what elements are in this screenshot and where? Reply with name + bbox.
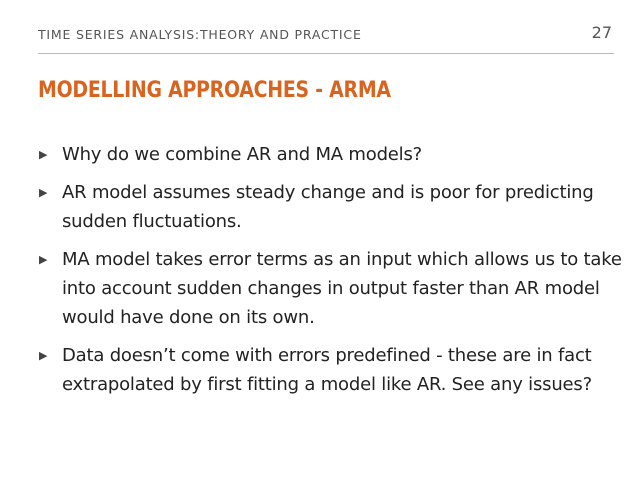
bullet-text: AR model assumes steady change and is poor for predicting sudden fluctuations. [62, 182, 594, 232]
header-divider [38, 53, 614, 54]
bullet-item [38, 178, 628, 236]
bullet-text: MA model takes error terms as an input which allows us to take into account sudden changes in output faster than AR model would have done on its own. [62, 249, 622, 328]
bullet-text: Why do we combine AR and MA models? [62, 144, 423, 165]
course-title: TIME SERIES ANALYSIS:THEORY AND PRACTICE [38, 27, 362, 42]
triangle-bullet-icon: ▶ [39, 148, 48, 161]
bullet-list [38, 140, 628, 408]
page-number: 27 [591, 23, 612, 42]
bullet-item [38, 140, 628, 169]
triangle-bullet-icon: ▶ [39, 186, 48, 199]
slide-title: MODELLING APPROACHES - ARMA [38, 78, 391, 103]
bullet-item [38, 245, 628, 332]
bullet-item [38, 341, 628, 399]
triangle-bullet-icon: ▶ [39, 253, 48, 266]
bullet-text: Data doesn’t come with errors predefined - these are in fact extrapolated by first fitting a model like AR. See any issues? [62, 345, 592, 395]
triangle-bullet-icon: ▶ [39, 349, 48, 362]
